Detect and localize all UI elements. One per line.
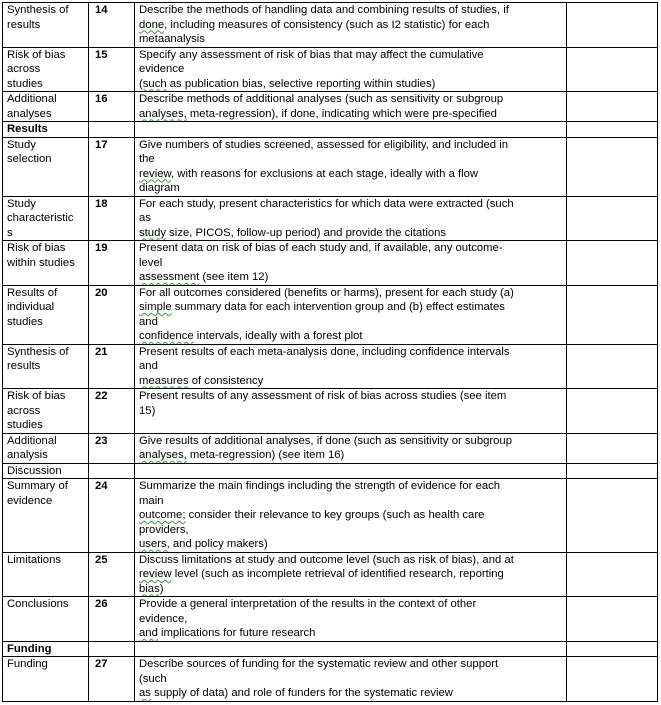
topic-line: selection	[7, 153, 52, 165]
description-line	[139, 48, 563, 63]
text-run: , including measures of consistency (such as I2 statistic) for each	[164, 18, 490, 31]
checklist-row	[3, 137, 658, 196]
spellcheck-word: confidence	[139, 330, 194, 342]
description-line	[139, 494, 563, 509]
reported-on-page-cell	[567, 597, 658, 642]
item-description	[135, 389, 567, 434]
text-run: meta-regression) (see item 16)	[186, 449, 345, 461]
description-line	[139, 404, 563, 419]
topic-cell	[3, 3, 89, 48]
reported-on-page-cell	[567, 344, 658, 389]
item-description	[135, 344, 567, 389]
description-line	[139, 626, 563, 641]
description-line	[139, 62, 563, 77]
text-run: Discuss limitations at study and outcome level (such as risk of bias), and at	[139, 553, 514, 566]
description-line	[139, 241, 563, 256]
topic-cell	[3, 285, 89, 344]
text-run: supply of data) and role of funders for the systematic review	[150, 687, 453, 699]
text-run: meta-regression), if done, indicating which were pre-specified	[186, 107, 497, 120]
description-line	[139, 32, 563, 47]
text-run: evidence	[139, 63, 185, 75]
checklist-row	[3, 92, 658, 122]
spellcheck-word: analyses,	[139, 449, 187, 461]
reported-on-page-cell	[567, 196, 658, 241]
topic-line: across	[7, 404, 41, 417]
item-number: 26	[89, 597, 135, 642]
reported-on-page-cell	[567, 657, 658, 702]
checklist-row	[3, 657, 658, 702]
topic-line: Synthesis of	[7, 345, 69, 358]
item-number: 27	[89, 657, 135, 702]
description-line	[139, 77, 563, 92]
text-run: and	[139, 360, 158, 372]
text-run: providers,	[139, 523, 189, 536]
section-heading: Funding	[3, 641, 89, 657]
description-line	[139, 152, 563, 167]
text-run: as publication bias, selective reporting within studies)	[166, 77, 436, 90]
spellcheck-word: review	[139, 167, 172, 180]
description-line	[139, 18, 563, 33]
text-run: of consistency	[188, 374, 264, 387]
description-line	[139, 107, 563, 122]
empty-cell	[89, 641, 135, 657]
spellcheck-word: review	[139, 568, 172, 580]
topic-cell	[3, 344, 89, 389]
topic-line: individual	[7, 301, 55, 313]
checklist-row	[3, 47, 658, 92]
item-description	[135, 137, 567, 196]
spellcheck-word: analyses,	[139, 107, 187, 120]
topic-line: analyses	[7, 107, 52, 120]
topic-cell	[3, 433, 89, 463]
reported-on-page-cell	[567, 137, 658, 196]
text-run: Give numbers of studies screened, assessed for eligibility, and included in	[139, 138, 509, 151]
topic-line: Risk of bias	[7, 390, 66, 402]
description-line	[139, 597, 563, 612]
item-number: 16	[89, 92, 135, 122]
reported-on-page-cell	[567, 285, 658, 344]
description-line	[139, 567, 563, 582]
checklist-body	[3, 3, 658, 702]
description-line	[139, 138, 563, 153]
checklist-row	[3, 344, 658, 389]
text-run: For all outcomes considered (benefits or harms), present for each study (a)	[139, 286, 514, 299]
description-line	[139, 300, 563, 315]
text-run: summary data for each intervention group and (b) effect estimates	[171, 301, 505, 313]
reported-on-page-cell	[567, 389, 658, 434]
empty-cell	[135, 463, 567, 479]
reported-on-page-cell	[567, 433, 658, 463]
topic-line: Additional	[7, 93, 57, 105]
reported-on-page-cell	[567, 552, 658, 597]
topic-line: across	[7, 63, 41, 75]
topic-line: Limitations	[7, 553, 61, 566]
text-run: main	[139, 494, 164, 507]
description-line	[139, 256, 563, 271]
topic-cell	[3, 657, 89, 702]
item-number: 22	[89, 389, 135, 434]
text-run: metaanalysis	[139, 33, 205, 45]
description-line	[139, 92, 563, 107]
reported-on-page-cell	[567, 92, 658, 122]
item-number: 15	[89, 47, 135, 92]
topic-line: Additional	[7, 434, 57, 447]
topic-line: Risk of bias	[7, 242, 66, 254]
section-heading: Discussion	[3, 463, 89, 479]
checklist-row	[3, 433, 658, 463]
spellcheck-word: outcome;	[139, 509, 186, 521]
topic-line: s	[7, 226, 13, 239]
item-description	[135, 433, 567, 463]
item-description	[135, 196, 567, 241]
spellcheck-word: assessment	[139, 271, 200, 283]
item-description	[135, 657, 567, 702]
description-line	[139, 448, 563, 463]
topic-line: Results of	[7, 286, 58, 299]
item-number: 24	[89, 479, 135, 553]
text-run: size, PICOS, follow-up period) and provide the citations	[166, 226, 447, 239]
spellcheck-word: done	[139, 18, 165, 31]
description-line	[139, 508, 563, 523]
item-number: 14	[89, 3, 135, 48]
topic-cell	[3, 479, 89, 553]
topic-cell	[3, 47, 89, 92]
text-run: (see item 12)	[199, 271, 269, 283]
empty-cell	[567, 463, 658, 479]
checklist-row	[3, 196, 658, 241]
spellcheck-word: and	[139, 627, 158, 639]
topic-line: evidence	[7, 494, 53, 507]
checklist-row	[3, 552, 658, 597]
spellcheck-word: bias)	[139, 582, 164, 595]
spellcheck-word: measures	[139, 374, 189, 387]
topic-cell	[3, 552, 89, 597]
text-run: the	[139, 153, 155, 165]
checklist-row	[3, 479, 658, 553]
description-line	[139, 389, 563, 404]
description-line	[139, 359, 563, 374]
checklist-row	[3, 597, 658, 642]
description-line	[139, 479, 563, 494]
text-run: Specify any assessment of risk of bias that may affect the cumulative	[139, 48, 484, 61]
topic-line: Synthesis of	[7, 4, 69, 16]
description-line	[139, 167, 563, 182]
topic-cell	[3, 92, 89, 122]
topic-line: characteristic	[7, 212, 74, 224]
checklist-row	[3, 3, 658, 48]
description-line	[139, 3, 563, 18]
description-line	[139, 226, 563, 241]
text-run: Describe methods of additional analyses (such as sensitivity or subgroup	[139, 93, 504, 105]
text-run: consider their relevance to key groups (such as health care	[185, 509, 485, 521]
text-run: , with reasons for exclusions at each stage, ideally with a flow	[171, 167, 479, 180]
description-line	[139, 345, 563, 360]
text-run: For each study, present characteristics for which data were extracted (such	[139, 197, 514, 210]
description-line	[139, 553, 563, 568]
topic-cell	[3, 196, 89, 241]
item-number: 19	[89, 241, 135, 286]
topic-cell	[3, 597, 89, 642]
text-run: Summarize the main findings including the strength of evidence for each	[139, 480, 501, 492]
topic-line: Conclusions	[7, 598, 69, 610]
empty-cell	[567, 641, 658, 657]
description-line	[139, 286, 563, 301]
spellcheck-word: study	[139, 226, 167, 239]
text-run: Present results of any assessment of risk of bias across studies (see item	[139, 390, 507, 402]
item-number: 18	[89, 196, 135, 241]
text-run: Describe sources of funding for the systematic review and other support	[139, 658, 499, 670]
spellcheck-word: users,	[139, 538, 170, 550]
topic-cell	[3, 241, 89, 286]
topic-line: Funding	[7, 658, 48, 670]
item-number: 17	[89, 137, 135, 196]
item-description	[135, 92, 567, 122]
section-row	[3, 463, 658, 479]
topic-line: results	[7, 360, 41, 372]
description-line	[139, 612, 563, 627]
item-number: 21	[89, 344, 135, 389]
reported-on-page-cell	[567, 479, 658, 553]
text-run: intervals, ideally with a forest plot	[193, 330, 363, 342]
section-row	[3, 122, 658, 138]
description-line	[139, 434, 563, 449]
empty-cell	[89, 122, 135, 138]
text-run: implications for future research	[157, 627, 316, 639]
item-description	[135, 241, 567, 286]
topic-line: Risk of bias	[7, 48, 66, 61]
topic-line: Study	[7, 138, 36, 151]
description-line	[139, 672, 563, 687]
empty-cell	[135, 641, 567, 657]
description-line	[139, 211, 563, 226]
empty-cell	[135, 122, 567, 138]
section-heading: Results	[3, 122, 89, 138]
topic-line: studies	[7, 77, 43, 90]
text-run: 15)	[139, 404, 156, 417]
description-line	[139, 686, 563, 701]
spellcheck-word: (such	[139, 77, 167, 90]
checklist-row	[3, 285, 658, 344]
empty-cell	[89, 463, 135, 479]
description-line	[139, 582, 563, 597]
reported-on-page-cell	[567, 47, 658, 92]
item-description	[135, 479, 567, 553]
topic-line: studies	[7, 419, 43, 431]
text-run: diagram	[139, 182, 180, 194]
description-line	[139, 374, 563, 389]
description-line	[139, 329, 563, 344]
item-number: 20	[89, 285, 135, 344]
item-description	[135, 285, 567, 344]
text-run: Present data on risk of bias of each study and, if available, any outcome-	[139, 242, 503, 254]
text-run: Describe the methods of handling data and combining results of studies, if	[139, 4, 509, 16]
spellcheck-word: as	[139, 687, 151, 699]
topic-line: Study	[7, 197, 36, 210]
item-description	[135, 47, 567, 92]
item-description	[135, 3, 567, 48]
description-line	[139, 657, 563, 672]
reported-on-page-cell	[567, 241, 658, 286]
topic-cell	[3, 137, 89, 196]
reported-on-page-cell	[567, 3, 658, 48]
topic-line: analysis	[7, 449, 48, 461]
text-run: as	[139, 212, 151, 224]
topic-line: Summary of	[7, 480, 68, 492]
spellcheck-word: simple	[139, 301, 172, 313]
text-run: level	[139, 256, 163, 269]
text-run: evidence,	[139, 612, 188, 625]
text-run: and	[139, 315, 158, 328]
item-number: 23	[89, 433, 135, 463]
description-line	[139, 523, 563, 538]
topic-line: within studies	[7, 256, 75, 269]
text-run: Provide a general interpretation of the results in the context of other	[139, 598, 477, 610]
item-number: 25	[89, 552, 135, 597]
item-description	[135, 597, 567, 642]
item-description	[135, 552, 567, 597]
checklist-row	[3, 389, 658, 434]
description-line	[139, 197, 563, 212]
topic-line: results	[7, 18, 41, 31]
section-row	[3, 641, 658, 657]
prisma-checklist-table	[2, 2, 658, 702]
text-run: and policy makers)	[169, 538, 268, 550]
topic-cell	[3, 389, 89, 434]
text-run: Present results of each meta-analysis done, including confidence intervals	[139, 345, 510, 358]
description-line	[139, 270, 563, 285]
text-run: Give results of additional analyses, if done (such as sensitivity or subgroup	[139, 434, 512, 447]
description-line	[139, 537, 563, 552]
description-line	[139, 181, 563, 196]
text-run: level (such as incomplete retrieval of identified research, reporting	[171, 568, 504, 580]
description-line	[139, 315, 563, 330]
checklist-row	[3, 241, 658, 286]
empty-cell	[567, 122, 658, 138]
topic-line: studies	[7, 315, 43, 328]
text-run: (such	[139, 672, 167, 685]
